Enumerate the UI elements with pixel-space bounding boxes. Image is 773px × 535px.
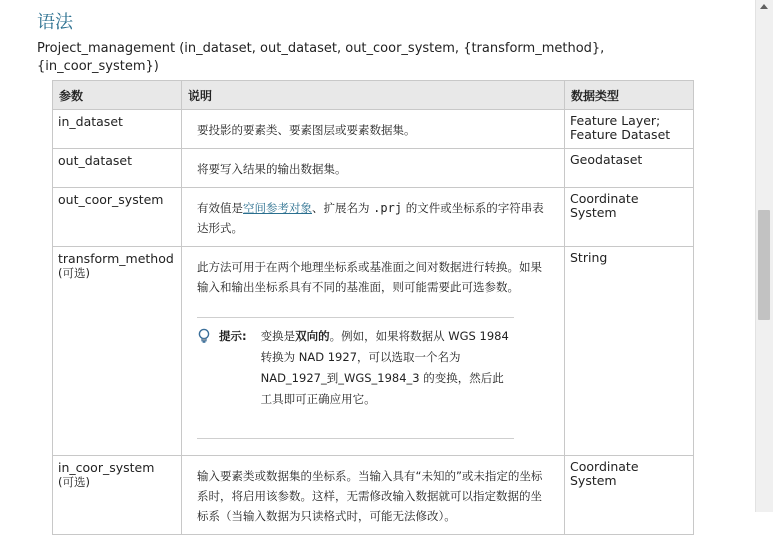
tip-label: 提示: bbox=[219, 329, 247, 343]
vertical-scrollbar[interactable] bbox=[755, 0, 773, 512]
section-heading: 语法 bbox=[37, 12, 73, 33]
param-type bbox=[565, 247, 694, 456]
header-parameter: 参数 bbox=[53, 81, 182, 110]
param-description bbox=[182, 247, 565, 456]
lightbulb-icon bbox=[197, 326, 213, 410]
param-optional: (可选) bbox=[58, 475, 90, 489]
param-optional: (可选) bbox=[58, 266, 90, 280]
tip-text-part: 。例如，如果将数据从 WGS 1984 转换为 NAD 1927，可以选取一个名为 NAD_1927_到_WGS_1984_3 的变换，然后此工具即可正确应用它。 bbox=[260, 329, 509, 406]
param-name: out_dataset bbox=[53, 149, 182, 188]
param-type-line: Geodataset bbox=[570, 152, 643, 167]
table-row bbox=[53, 247, 694, 456]
param-type-line: Feature Layer; bbox=[570, 113, 661, 128]
param-description bbox=[182, 188, 565, 247]
param-type bbox=[565, 149, 694, 188]
parameter-table bbox=[52, 80, 694, 535]
tip-text bbox=[261, 326, 514, 410]
param-description: 要投影的要素类、要素图层或要素数据集。 bbox=[182, 110, 565, 149]
table-header-row bbox=[53, 81, 694, 110]
signature-line-2: {in_coor_system}) bbox=[37, 59, 159, 74]
signature-line-1: Project_management (in_dataset, out_dataset, out_coor_system, {transform_method}, bbox=[37, 41, 605, 56]
desc-text: 的文件或坐标系的字符串表达形式。 bbox=[197, 201, 544, 235]
param-description: 将要写入结果的输出数据集。 bbox=[182, 149, 565, 188]
tip-box bbox=[197, 317, 514, 439]
desc-text: 此方法可用于在两个地理坐标系或基准面之间对数据进行转换。如果输入和输出坐标系具有不同的基准面，则可能需要此可选参数。 bbox=[197, 260, 542, 294]
tip-text-part: 变换是 bbox=[260, 329, 296, 343]
prj-extension-code: .prj bbox=[373, 201, 403, 215]
scroll-up-arrow-icon[interactable] bbox=[760, 4, 768, 9]
syntax-signature bbox=[37, 40, 657, 76]
param-name bbox=[53, 456, 182, 535]
desc-text: 有效值是 bbox=[197, 201, 243, 215]
header-data-type: 数据类型 bbox=[565, 81, 694, 110]
param-name-text: transform_method bbox=[58, 251, 174, 266]
header-description: 说明 bbox=[182, 81, 565, 110]
table-row bbox=[53, 149, 694, 188]
param-name-text: in_coor_system bbox=[58, 460, 155, 475]
scroll-thumb[interactable] bbox=[758, 210, 770, 320]
table-row bbox=[53, 110, 694, 149]
table-row bbox=[53, 456, 694, 535]
param-type-line: Coordinate bbox=[570, 191, 639, 206]
param-type bbox=[565, 456, 694, 535]
param-type-line: Feature Dataset bbox=[570, 127, 671, 142]
desc-text: 、扩展名为 bbox=[312, 201, 374, 215]
param-type-line: String bbox=[570, 250, 608, 265]
param-type bbox=[565, 110, 694, 149]
param-name: in_dataset bbox=[53, 110, 182, 149]
param-type-line: System bbox=[570, 205, 617, 220]
param-name: out_coor_system bbox=[53, 188, 182, 247]
param-type-line: Coordinate bbox=[570, 459, 639, 474]
tip-bold-text: 双向的 bbox=[295, 329, 330, 343]
spatial-reference-link[interactable]: 空间参考对象 bbox=[243, 201, 312, 215]
param-type-line: System bbox=[570, 473, 617, 488]
param-name bbox=[53, 247, 182, 456]
param-type bbox=[565, 188, 694, 247]
table-row bbox=[53, 188, 694, 247]
param-description: 输入要素类或数据集的坐标系。当输入具有“未知的”或未指定的坐标系时，将启用该参数。这样，无需修改输入数据就可以指定数据的坐标系（当输入数据为只读格式时，可能无法修改）。 bbox=[182, 456, 565, 535]
